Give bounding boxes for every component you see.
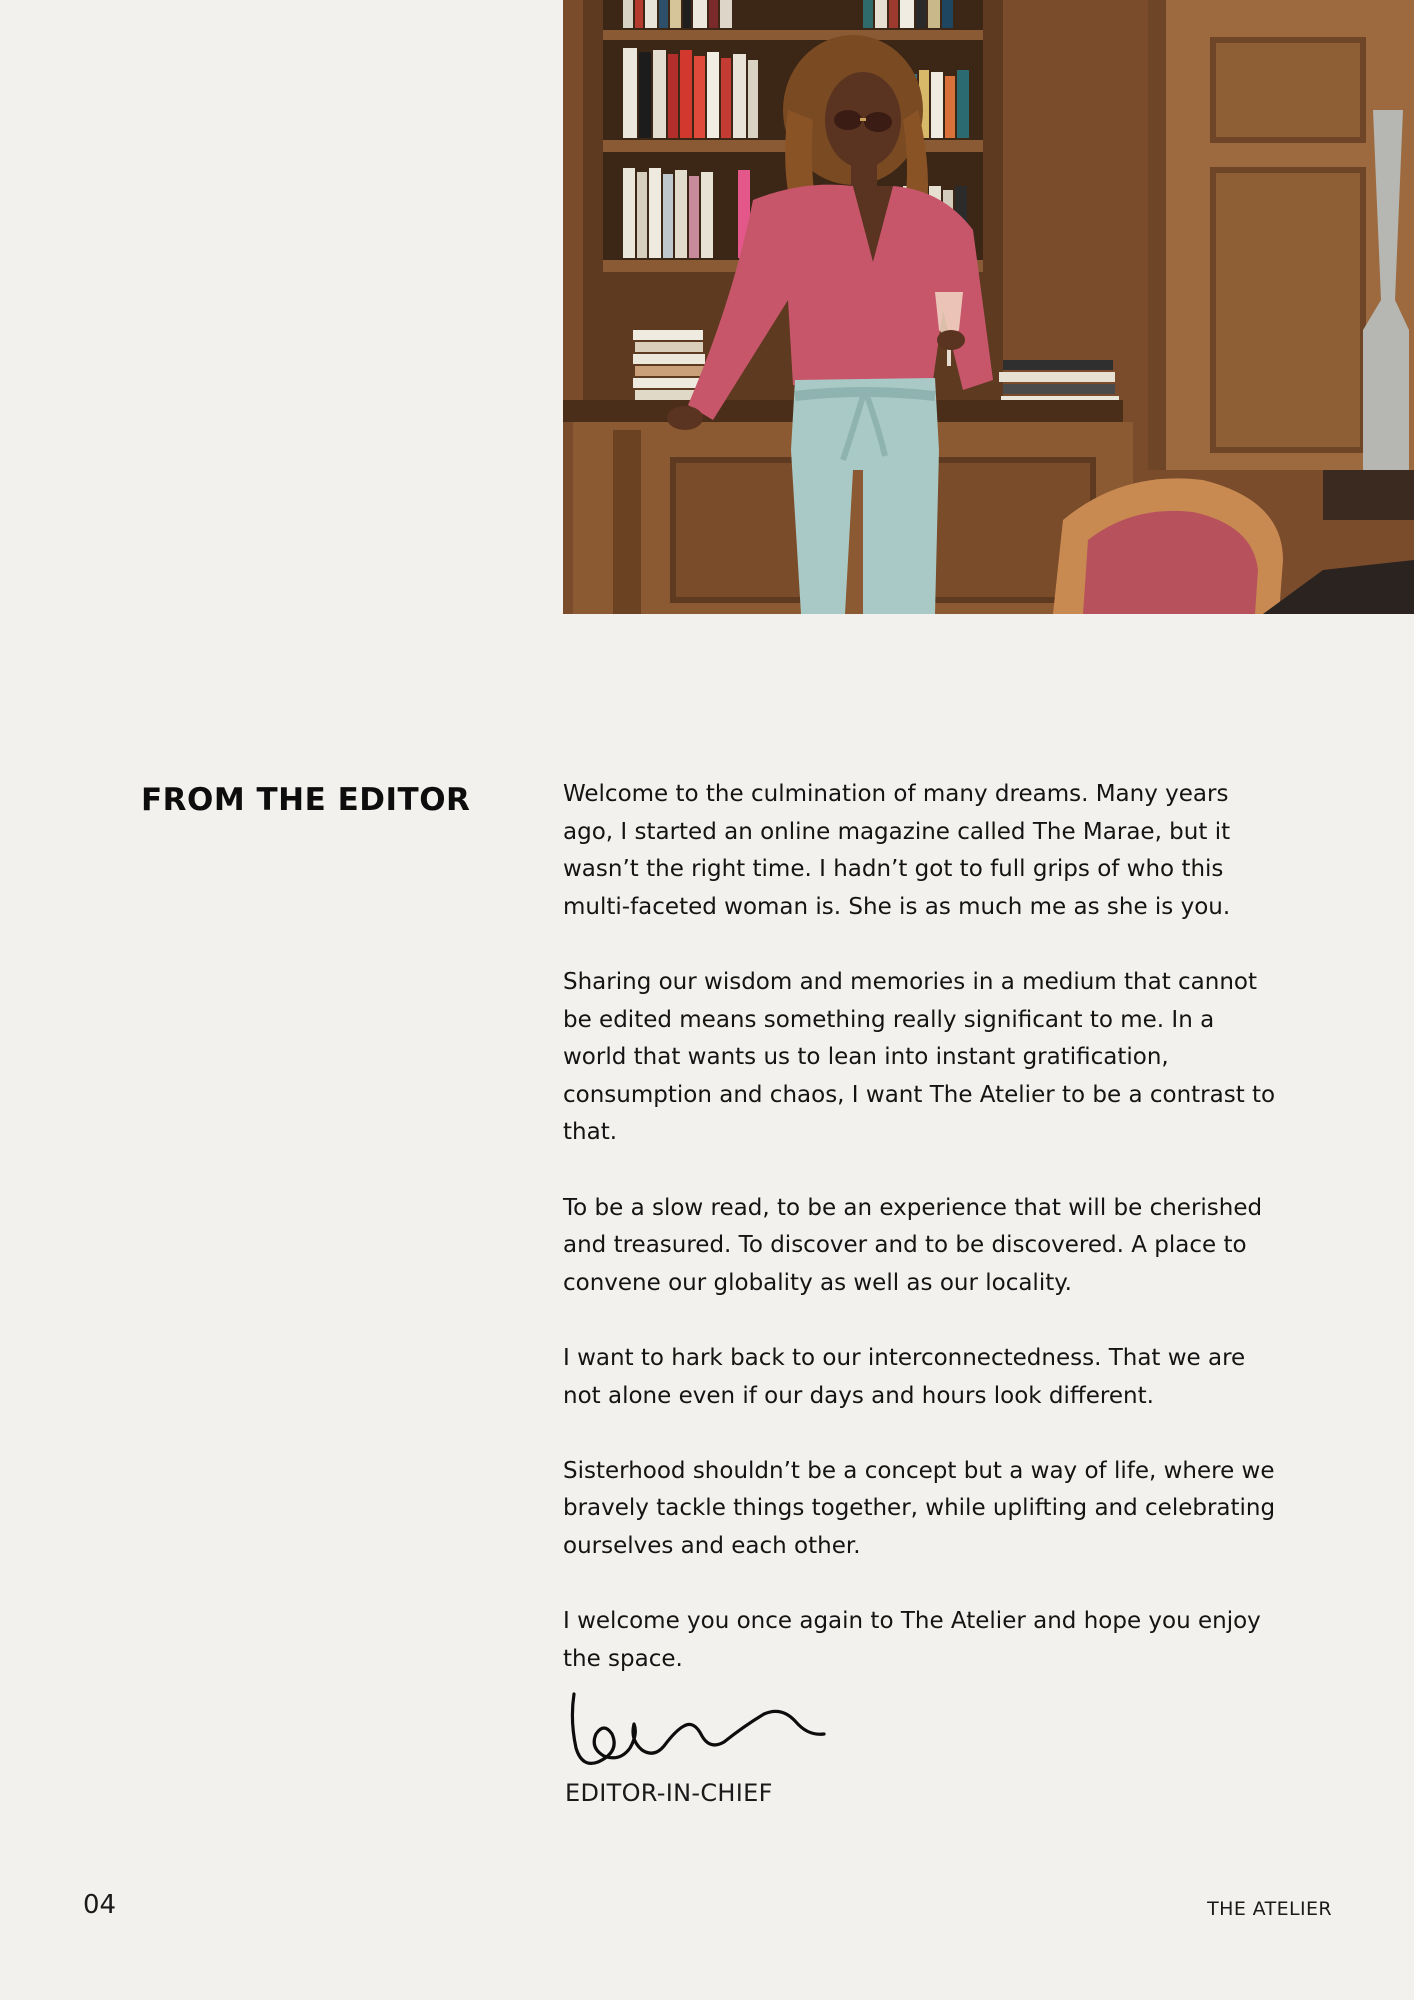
- paragraph: Sisterhood shouldn’t be a concept but a way of life, where we bravely tackle things together, while uplifting and celebrating ourselves and each other.: [563, 1457, 1276, 1559]
- paragraph: To be a slow read, to be an experience that will be cherished and treasured. To discover and to be discovered. A place to convene our globality as well as our locality.: [563, 1194, 1263, 1296]
- editor-signature: [568, 1690, 828, 1780]
- editor-photo: [563, 0, 1414, 614]
- paragraph: I welcome you once again to The Atelier and hope you enjoy the space.: [563, 1608, 1261, 1672]
- section-heading: FROM THE EDITOR: [141, 782, 471, 818]
- signature-role: EDITOR-IN-CHIEF: [565, 1779, 773, 1807]
- paragraph: I want to hark back to our interconnectedness. That we are not alone even if our days and hours look different.: [563, 1344, 1246, 1409]
- page-number: 04: [83, 1890, 117, 1920]
- publication-name: THE ATELIER: [1207, 1898, 1332, 1920]
- paragraph: Sharing our wisdom and memories in a medium that cannot be edited means something really significant to me. In a world that wants us to lean into instant gratification, consumption and chaos, I want The Atelier to be a contrast to that.: [563, 968, 1276, 1146]
- paragraph: Welcome to the culmination of many dreams. Many years ago, I started an online magazine called The Marae, but it wasn’t the right time. I hadn’t got to full grips of who this multi-faceted woman is. She is as much me as she is you.: [563, 781, 1231, 920]
- editor-letter-body: [563, 776, 1283, 1678]
